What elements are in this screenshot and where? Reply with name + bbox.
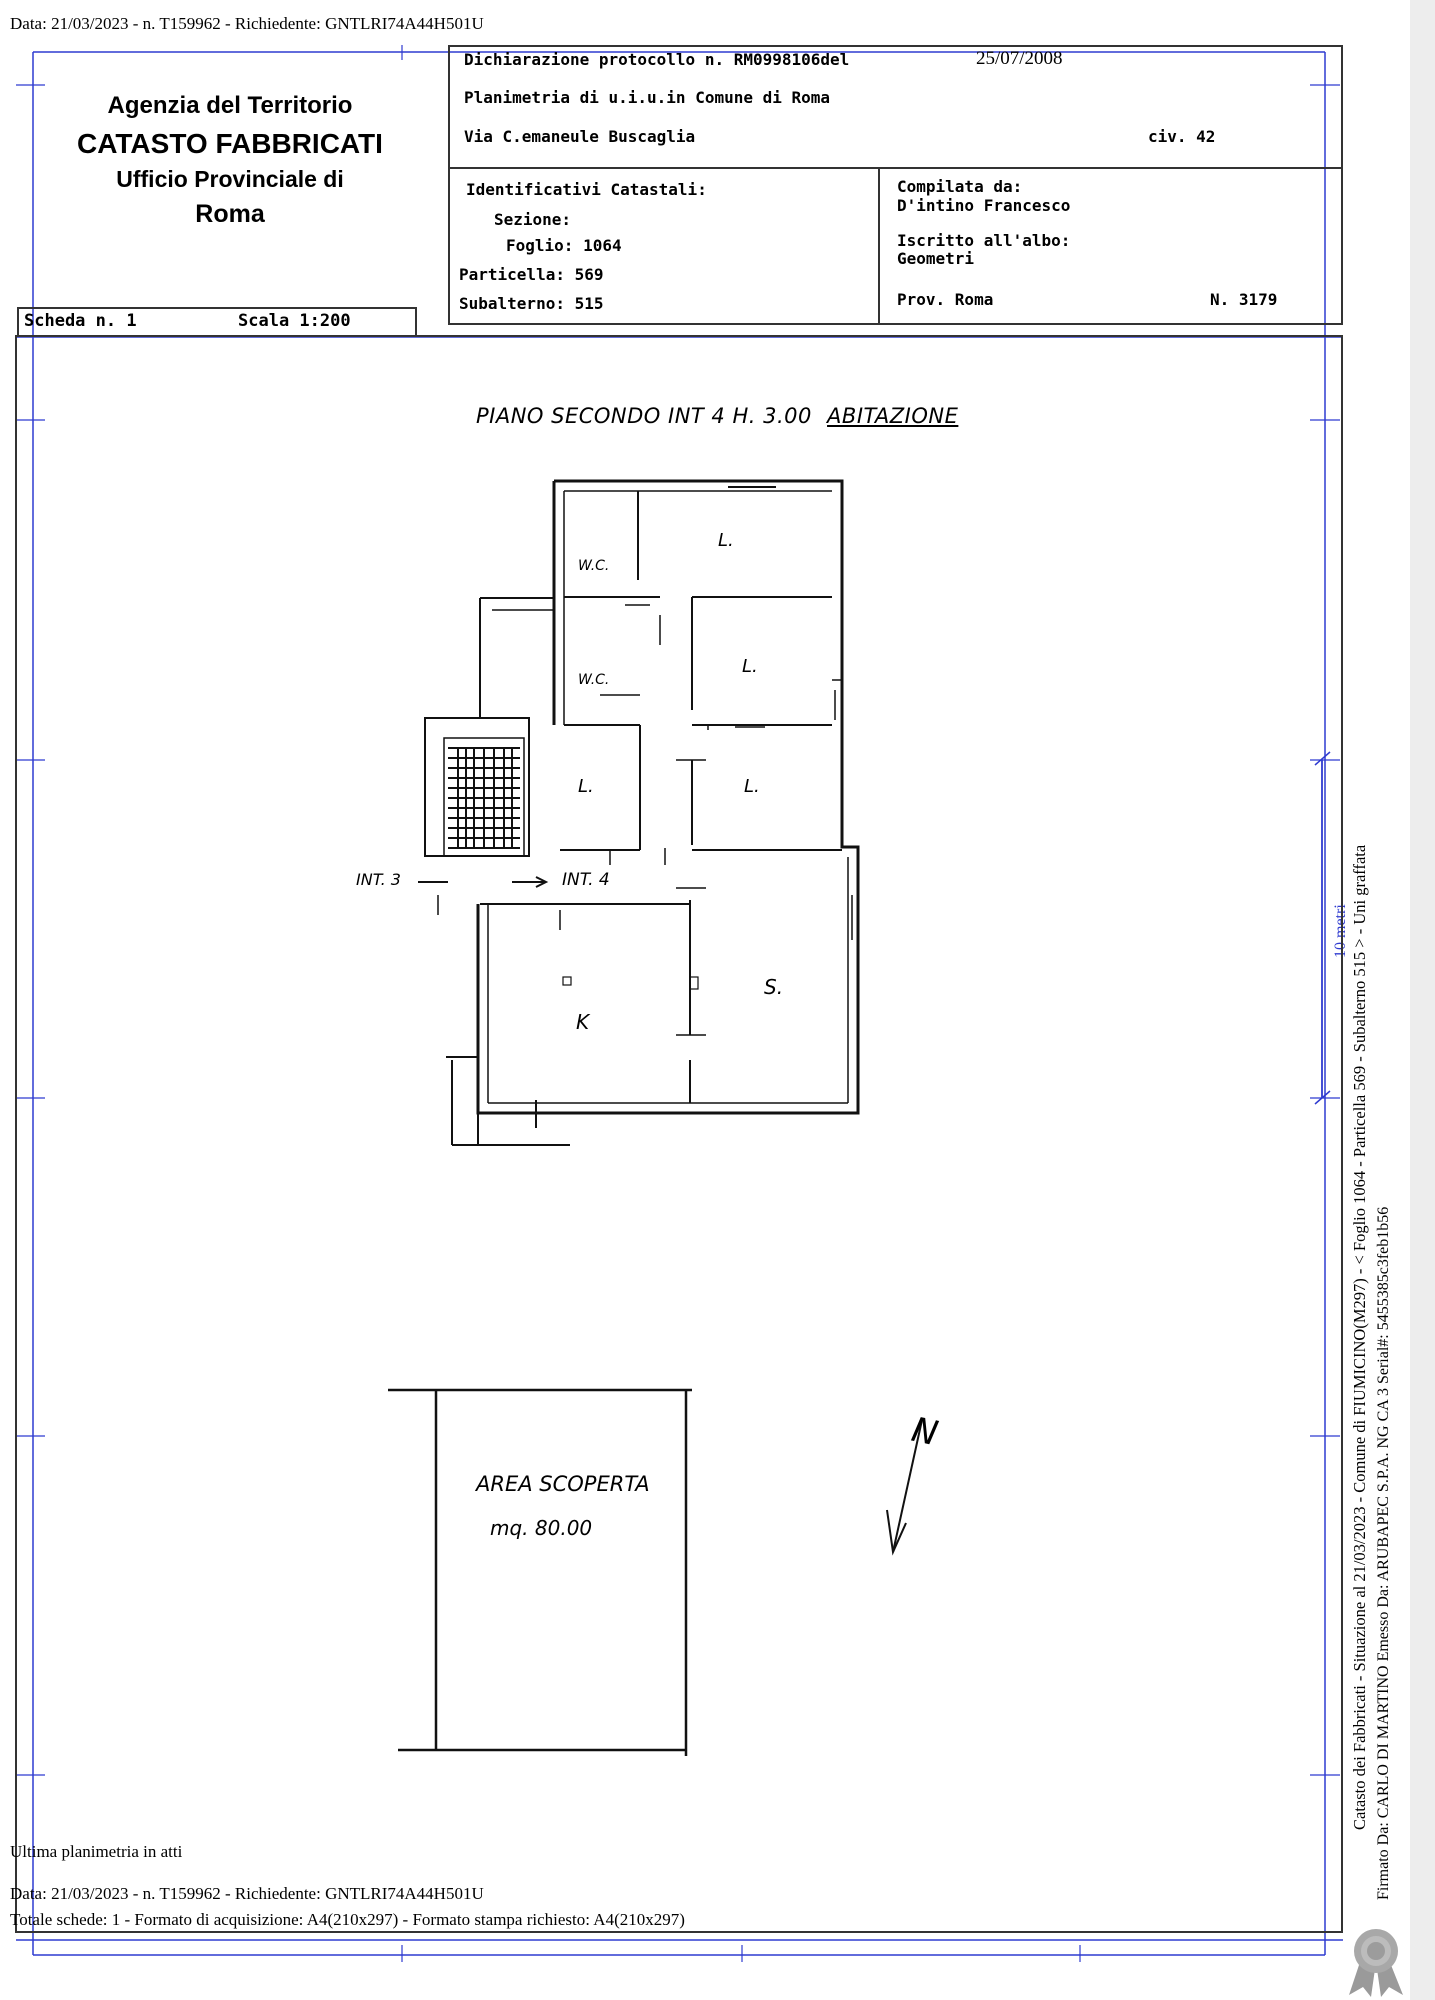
room-kitchen: K [576, 1010, 590, 1034]
agency-name: Agenzia del Territorio [107, 92, 353, 119]
ufficio-city: Roma [195, 200, 265, 228]
foglio-value: Foglio: 1064 [506, 236, 622, 255]
room-l-3: L. [578, 776, 594, 797]
plan-title-text: PIANO SECONDO INT 4 H. 3.00 [476, 404, 812, 428]
sezione-label: Sezione: [494, 210, 572, 229]
area-scoperta-value: mq. 80.00 [490, 1516, 593, 1540]
ufficio-label: Ufficio Provinciale di [116, 166, 344, 192]
room-soggiorno: S. [764, 975, 784, 999]
scheda-scale: Scala 1:200 [238, 311, 351, 331]
side-signature-text: Firmato Da: CARLO DI MARTINO Emesso Da: ARUBAPEC S.P.A. NG CA 3 Serial#: 5455385c3feb1b56 [1375, 1206, 1392, 1900]
int4-label: INT. 4 [562, 870, 610, 890]
room-l-4: L. [744, 776, 760, 797]
room-wc-2: W.C. [578, 672, 610, 688]
footer-request-line: Data: 21/03/2023 - n. T159962 - Richiedente: GNTLRI74A44H501U [10, 1884, 484, 1903]
side-catasto-text: Catasto dei Fabbricati - Situazione al 21/03/2023 - Comune di FIUMICINO(M297) - < Foglio 1064 - Particella 569 - Subalterno 515 > - Uni graffata [1350, 844, 1369, 1830]
planimetry-line: Planimetria di u.i.u.in Comune di Roma [464, 88, 831, 107]
albo-label: Iscritto all'albo: [897, 231, 1071, 250]
province: Prov. Roma [897, 290, 994, 309]
street-address: Via C.emaneule Buscaglia [464, 127, 696, 146]
albo-number: N. 3179 [1210, 290, 1278, 309]
scheda-number: Scheda n. 1 [24, 311, 137, 331]
room-l-1: L. [718, 530, 734, 551]
north-label: N [908, 1409, 942, 1455]
footer-last-planimetry: Ultima planimetria in atti [10, 1842, 183, 1861]
protocol-line: Dichiarazione protocollo n. RM0998106del [464, 50, 850, 69]
albo-value: Geometri [897, 249, 975, 268]
footer-format-line: Totale schede: 1 - Formato di acquisizione: A4(210x297) - Formato stampa richiesto: A4(210x297) [10, 1910, 685, 1929]
subalterno-value: Subalterno: 515 [459, 294, 604, 313]
identifiers-title: Identificativi Catastali: [466, 180, 707, 199]
int3-label: INT. 3 [356, 870, 401, 889]
plan-title-use: ABITAZIONE [827, 404, 959, 428]
protocol-date: 25/07/2008 [976, 48, 1063, 69]
catasto-title: CATASTO FABBRICATI [77, 128, 383, 159]
compiler-name: D'intino Francesco [897, 196, 1071, 215]
room-l-2: L. [742, 656, 758, 677]
area-scoperta-title: AREA SCOPERTA [476, 1472, 650, 1496]
civic-number: civ. 42 [1148, 127, 1216, 146]
compiler-label: Compilata da: [897, 177, 1023, 196]
header-request-line: Data: 21/03/2023 - n. T159962 - Richiedente: GNTLRI74A44H501U [10, 14, 484, 33]
room-wc-1: W.C. [578, 558, 610, 574]
seal-badge-icon [1345, 1925, 1407, 1997]
particella-value: Particella: 569 [459, 265, 604, 284]
scale-bar-label: 10 metri [1332, 904, 1349, 958]
